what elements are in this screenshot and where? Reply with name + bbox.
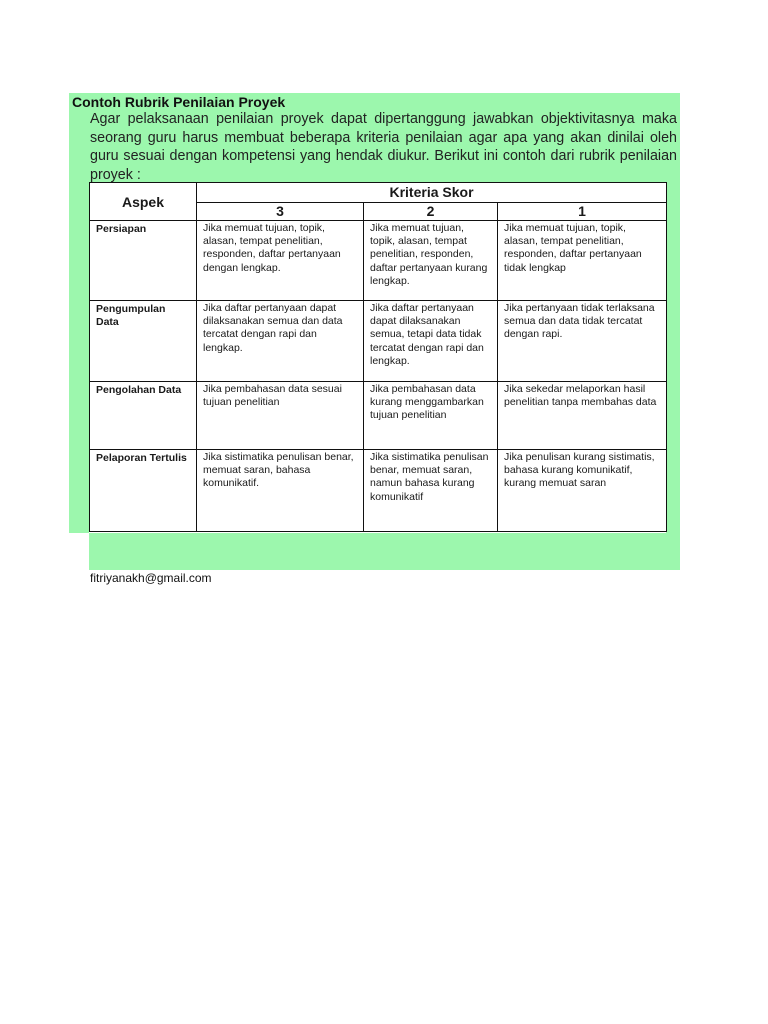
highlight-block-right xyxy=(666,184,680,533)
criteria-cell: Jika memuat tujuan, topik, alasan, tempat penelitian, responden, daftar pertanyaan tidak lengkap xyxy=(498,221,667,301)
document-title: Contoh Rubrik Penilaian Proyek xyxy=(72,94,286,110)
table-row-pengumpulan-data xyxy=(90,301,667,382)
rubric-table xyxy=(89,182,667,532)
criteria-cell: Jika sekedar melaporkan hasil penelitian tanpa membahas data xyxy=(498,382,667,450)
intro-paragraph: Agar pelaksanaan penilaian proyek dapat dipertanggung jawabkan objektivitasnya maka seorang guru harus membuat beberapa kriteria penilaian agar apa yang akan dinilai oleh guru sesuai dengan kompetensi yang hendak diukur. Berikut ini contoh dari rubrik penilaian proyek : xyxy=(90,111,677,183)
score-header-3: 3 xyxy=(197,203,364,221)
criteria-cell: Jika memuat tujuan, topik, alasan, tempat penelitian, responden, daftar pertanyaan dengan lengkap. xyxy=(197,221,364,301)
criteria-header: Kriteria Skor xyxy=(197,183,667,203)
criteria-cell: Jika daftar pertanyaan dapat dilaksanakan semua dan data tercatat dengan rapi dan lengkap. xyxy=(197,301,364,382)
aspect-cell: Pelaporan Tertulis xyxy=(90,450,197,532)
criteria-cell: Jika penulisan kurang sistimatis, bahasa kurang komunikatif, kurang memuat saran xyxy=(498,450,667,532)
table-row-pelaporan-tertulis xyxy=(90,450,667,532)
aspect-cell: Pengolahan Data xyxy=(90,382,197,450)
aspect-header: Aspek xyxy=(90,183,197,221)
highlight-block-bottom xyxy=(89,533,680,570)
table-row-persiapan xyxy=(90,221,667,301)
criteria-cell: Jika daftar pertanyaan dapat dilaksanakan semua, tetapi data tidak tercatat dengan rapi dan lengkap. xyxy=(364,301,498,382)
criteria-cell: Jika pembahasan data kurang menggambarkan tujuan penelitian xyxy=(364,382,498,450)
criteria-cell: Jika pertanyaan tidak terlaksana semua dan data tidak tercatat dengan rapi. xyxy=(498,301,667,382)
criteria-cell: Jika pembahasan data sesuai tujuan penelitian xyxy=(197,382,364,450)
criteria-cell: Jika sistimatika penulisan benar, memuat saran, namun bahasa kurang komunikatif xyxy=(364,450,498,532)
aspect-cell: Persiapan xyxy=(90,221,197,301)
score-header-2: 2 xyxy=(364,203,498,221)
criteria-cell: Jika memuat tujuan, topik, alasan, tempat penelitian, responden, daftar pertanyaan kurang lengkap. xyxy=(364,221,498,301)
score-header-1: 1 xyxy=(498,203,667,221)
author-email: fitriyanakh@gmail.com xyxy=(90,571,212,585)
aspect-cell: Pengumpulan Data xyxy=(90,301,197,382)
header-row-1 xyxy=(90,183,667,203)
highlight-block-left xyxy=(69,184,89,533)
criteria-cell: Jika sistimatika penulisan benar, memuat saran, bahasa komunikatif. xyxy=(197,450,364,532)
table-row-pengolahan-data xyxy=(90,382,667,450)
